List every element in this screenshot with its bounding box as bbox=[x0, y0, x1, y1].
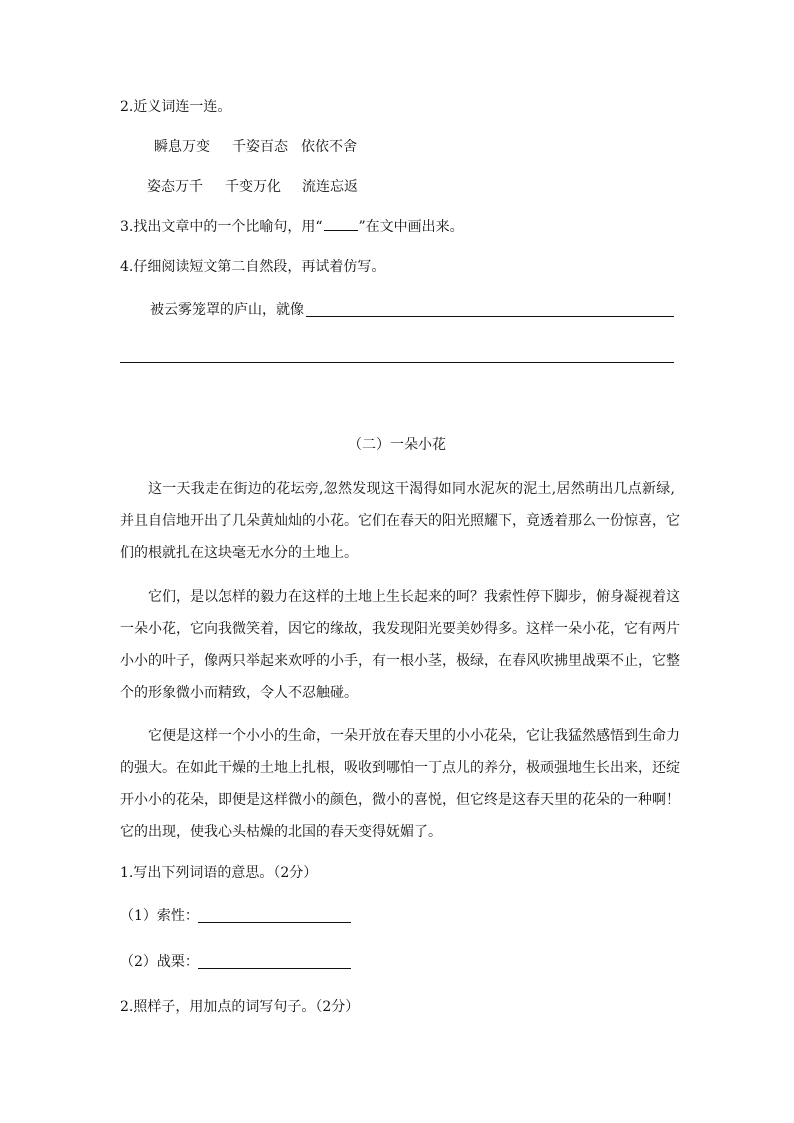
question-1: 1.写出下列词语的意思。（2分） bbox=[120, 865, 318, 881]
passage-line: 它的出现，使我心头枯燥的北国的春天变得妩媚了。 bbox=[120, 824, 442, 840]
section-title: （二）一朵小花 bbox=[348, 437, 446, 453]
synonym-word: 姿态万千 bbox=[147, 179, 203, 195]
question-1-2-label: （2）战栗： bbox=[120, 954, 199, 970]
passage-line: 们的根就扎在这块毫无水分的土地上。 bbox=[120, 545, 358, 561]
q4-label: 4.仔细阅读短文第二自然段，再试着仿写。 bbox=[120, 259, 386, 275]
question-2: 2.照样子，用加点的词写句子。（2分） bbox=[120, 999, 360, 1015]
answer-blank[interactable] bbox=[198, 922, 351, 923]
underline-mark bbox=[324, 218, 358, 231]
passage-line: 它们，是以怎样的毅力在这样的土地上生长起来的呵？我索性停下脚步，俯身凝视着这 bbox=[148, 589, 680, 605]
q3-text-after: ”在文中画出来。 bbox=[358, 219, 464, 235]
passage-line: 开小小的花朵，即便是这样微小的颜色，微小的喜悦，但它终是这春天里的花朵的一种啊！ bbox=[120, 792, 680, 808]
synonym-word: 瞬息万变 bbox=[154, 139, 210, 155]
q3-instruction bbox=[120, 217, 464, 237]
synonym-word: 流连忘返 bbox=[302, 179, 358, 195]
passage-line: 并且自信地开出了几朵黄灿灿的小花。它们在春天的阳光照耀下，竟透着那么一份惊喜，它 bbox=[120, 513, 680, 529]
answer-blank[interactable] bbox=[120, 362, 674, 363]
passage-line: 一朵小花，它向我微笑着，因它的缘故，我发现阳光要美妙得多。这样一朵小花，它有两片 bbox=[120, 621, 680, 637]
q2-label: 2.近义词连一连。 bbox=[120, 99, 232, 115]
passage-line: 小小的叶子，像两只举起来欢呼的小手，有一根小茎，极绿，在春风吹拂里战栗不止，它整 bbox=[120, 653, 680, 669]
answer-blank[interactable] bbox=[306, 316, 674, 317]
passage-line: 个的形象微小而精致，令人不忍触碰。 bbox=[120, 685, 358, 701]
synonym-word: 千变万化 bbox=[225, 179, 281, 195]
passage-line: 这一天我走在街边的花坛旁,忽然发现这干渴得如同水泥灰的泥土,居然萌出几点新绿, bbox=[148, 481, 675, 497]
synonym-word: 依依不舍 bbox=[301, 139, 357, 155]
question-1-1-label: （1）索性： bbox=[120, 908, 199, 924]
q3-text-before: 3.找出文章中的一个比喻句，用“ bbox=[120, 219, 323, 235]
q4-prompt: 被云雾笼罩的庐山，就像 bbox=[150, 302, 304, 318]
passage-line: 的强大。在如此干燥的土地上扎根，吸收到哪怕一丁点儿的养分，极顽强地生长出来，还绽 bbox=[120, 760, 680, 776]
synonym-word: 千姿百态 bbox=[232, 139, 288, 155]
passage-line: 它便是这样一个小小的生命，一朵开放在春天里的小小花朵，它让我猛然感悟到生命力 bbox=[148, 728, 680, 744]
answer-blank[interactable] bbox=[198, 968, 351, 969]
